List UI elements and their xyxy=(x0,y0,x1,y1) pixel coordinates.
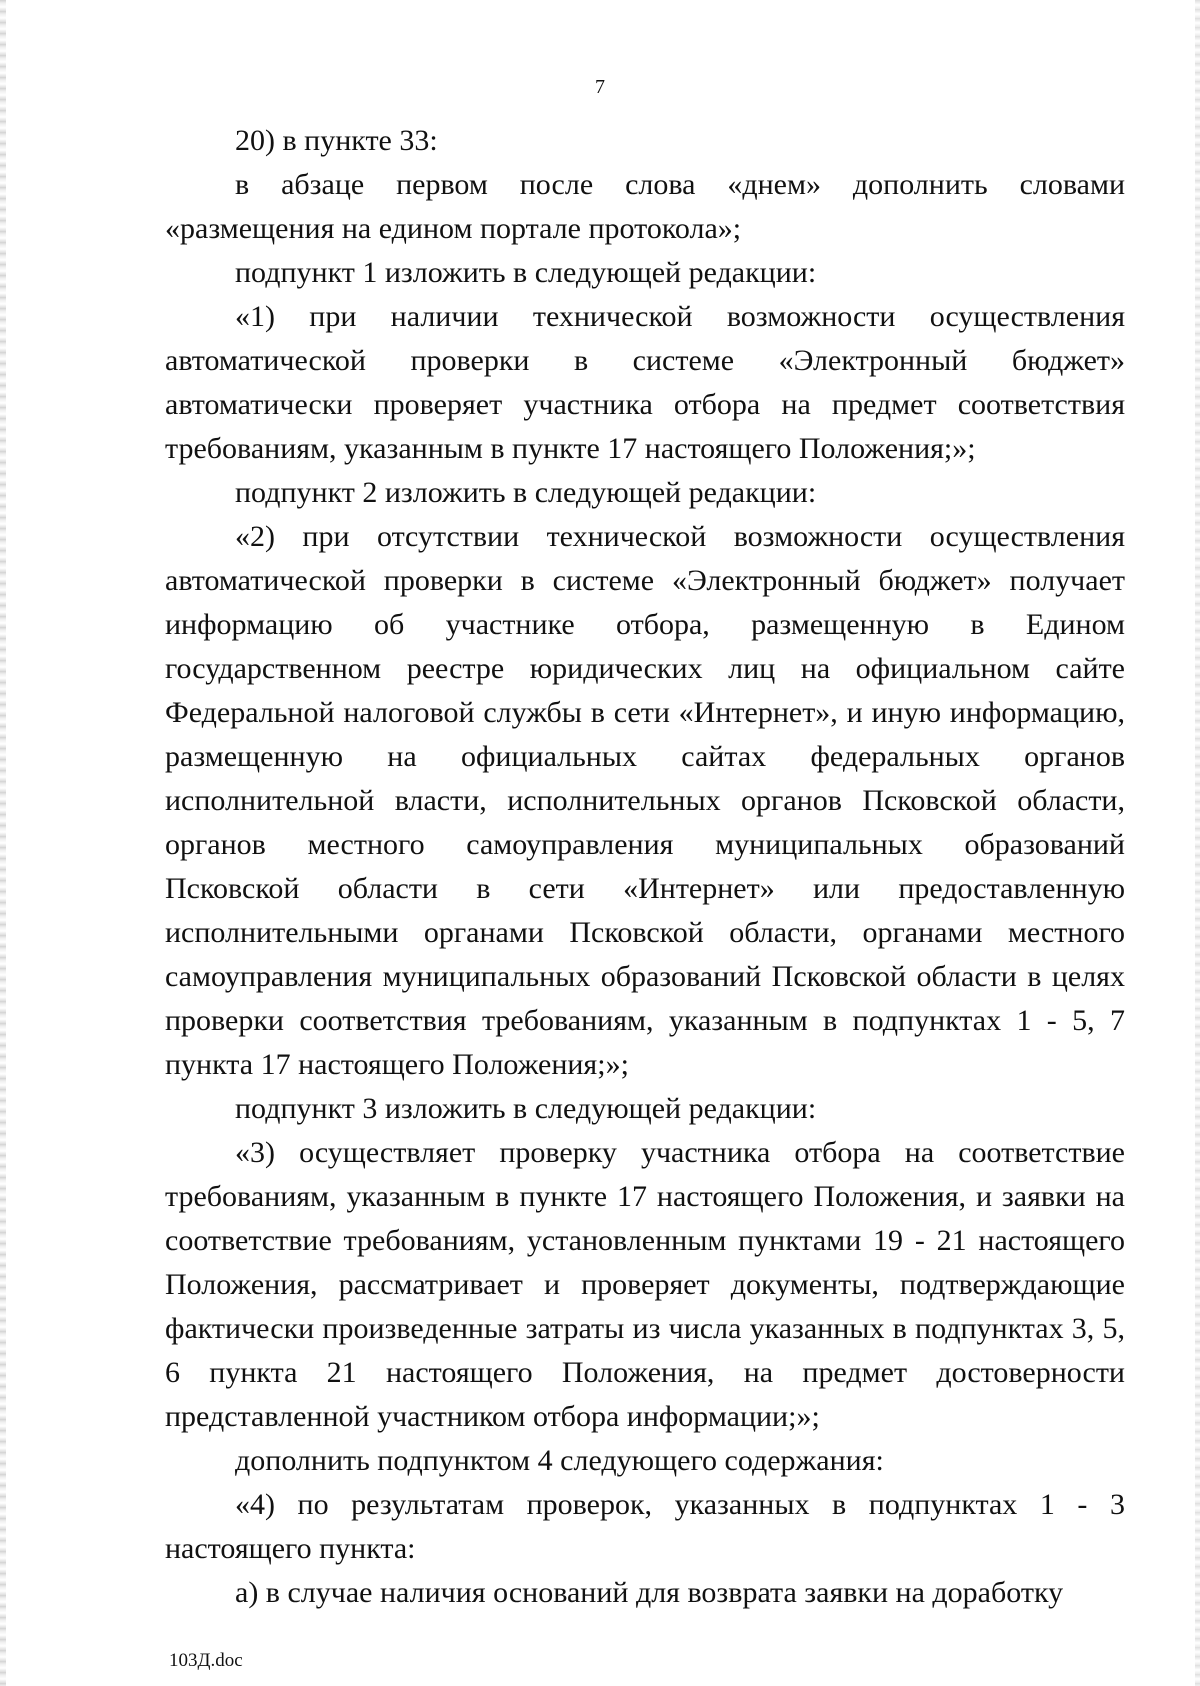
paragraph: 20) в пункте 33: xyxy=(235,124,438,157)
paragraph: подпункт 3 изложить в следующей редакции: xyxy=(235,1092,817,1125)
paragraph: а) в случае наличия оснований для возврата заявки на доработку xyxy=(235,1576,1064,1609)
scan-edge-left xyxy=(0,0,6,1686)
scan-edge-right xyxy=(1195,0,1200,1686)
paragraph: дополнить подпунктом 4 следующего содержания: xyxy=(235,1444,884,1477)
page-number: 7 xyxy=(595,76,605,98)
paragraph: подпункт 1 изложить в следующей редакции: xyxy=(235,256,817,289)
paragraph: «2) при отсутствии технической возможности осуществления автоматической проверки в системе «Электронный бюджет» получает информацию об участнике отбора, размещенную в Едином государственном реестре юридических лиц на официальном сайте Федеральной налоговой службы в сети «Интернет», и иную информацию, размещенную на официальных сайтах федеральных органов исполнительной власти, исполнительных органов Псковской области, органов местного самоуправления муниципальных образований Псковской области в сети «Интернет» или предоставленную исполнительными органами Псковской области, органами местного самоуправления муниципальных образований Псковской области в целях проверки соответствия требованиям, указанным в подпунктах 1 - 5, 7 пункта 17 настоящего Положения;»; xyxy=(165,520,1125,1081)
paragraph: подпункт 2 изложить в следующей редакции: xyxy=(235,476,817,509)
paragraph: «3) осуществляет проверку участника отбора на соответствие требованиям, указанным в пункте 17 настоящего Положения, и заявки на соответствие требованиям, установленным пунктами 19 - 21 настоящего Положения, рассматривает и проверяет документы, подтверждающие фактически произведенные затраты из числа указанных в подпунктах 3, 5, 6 пункта 21 настоящего Положения, на предмет достоверности представленной участником отбора информации;»; xyxy=(165,1136,1125,1433)
paragraph: «1) при наличии технической возможности осуществления автоматической проверки в системе «Электронный бюджет» автоматически проверяет участника отбора на предмет соответствия требованиям, указанным в пункте 17 настоящего Положения;»; xyxy=(165,300,1125,465)
paragraph: «4) по результатам проверок, указанных в подпунктах 1 - 3 настоящего пункта: xyxy=(165,1488,1125,1565)
document-filename-footer: 103Д.doc xyxy=(169,1650,243,1671)
paragraph: в абзаце первом после слова «днем» дополнить словами «размещения на едином портале протокола»; xyxy=(165,168,1125,245)
document-body xyxy=(165,119,1125,1615)
